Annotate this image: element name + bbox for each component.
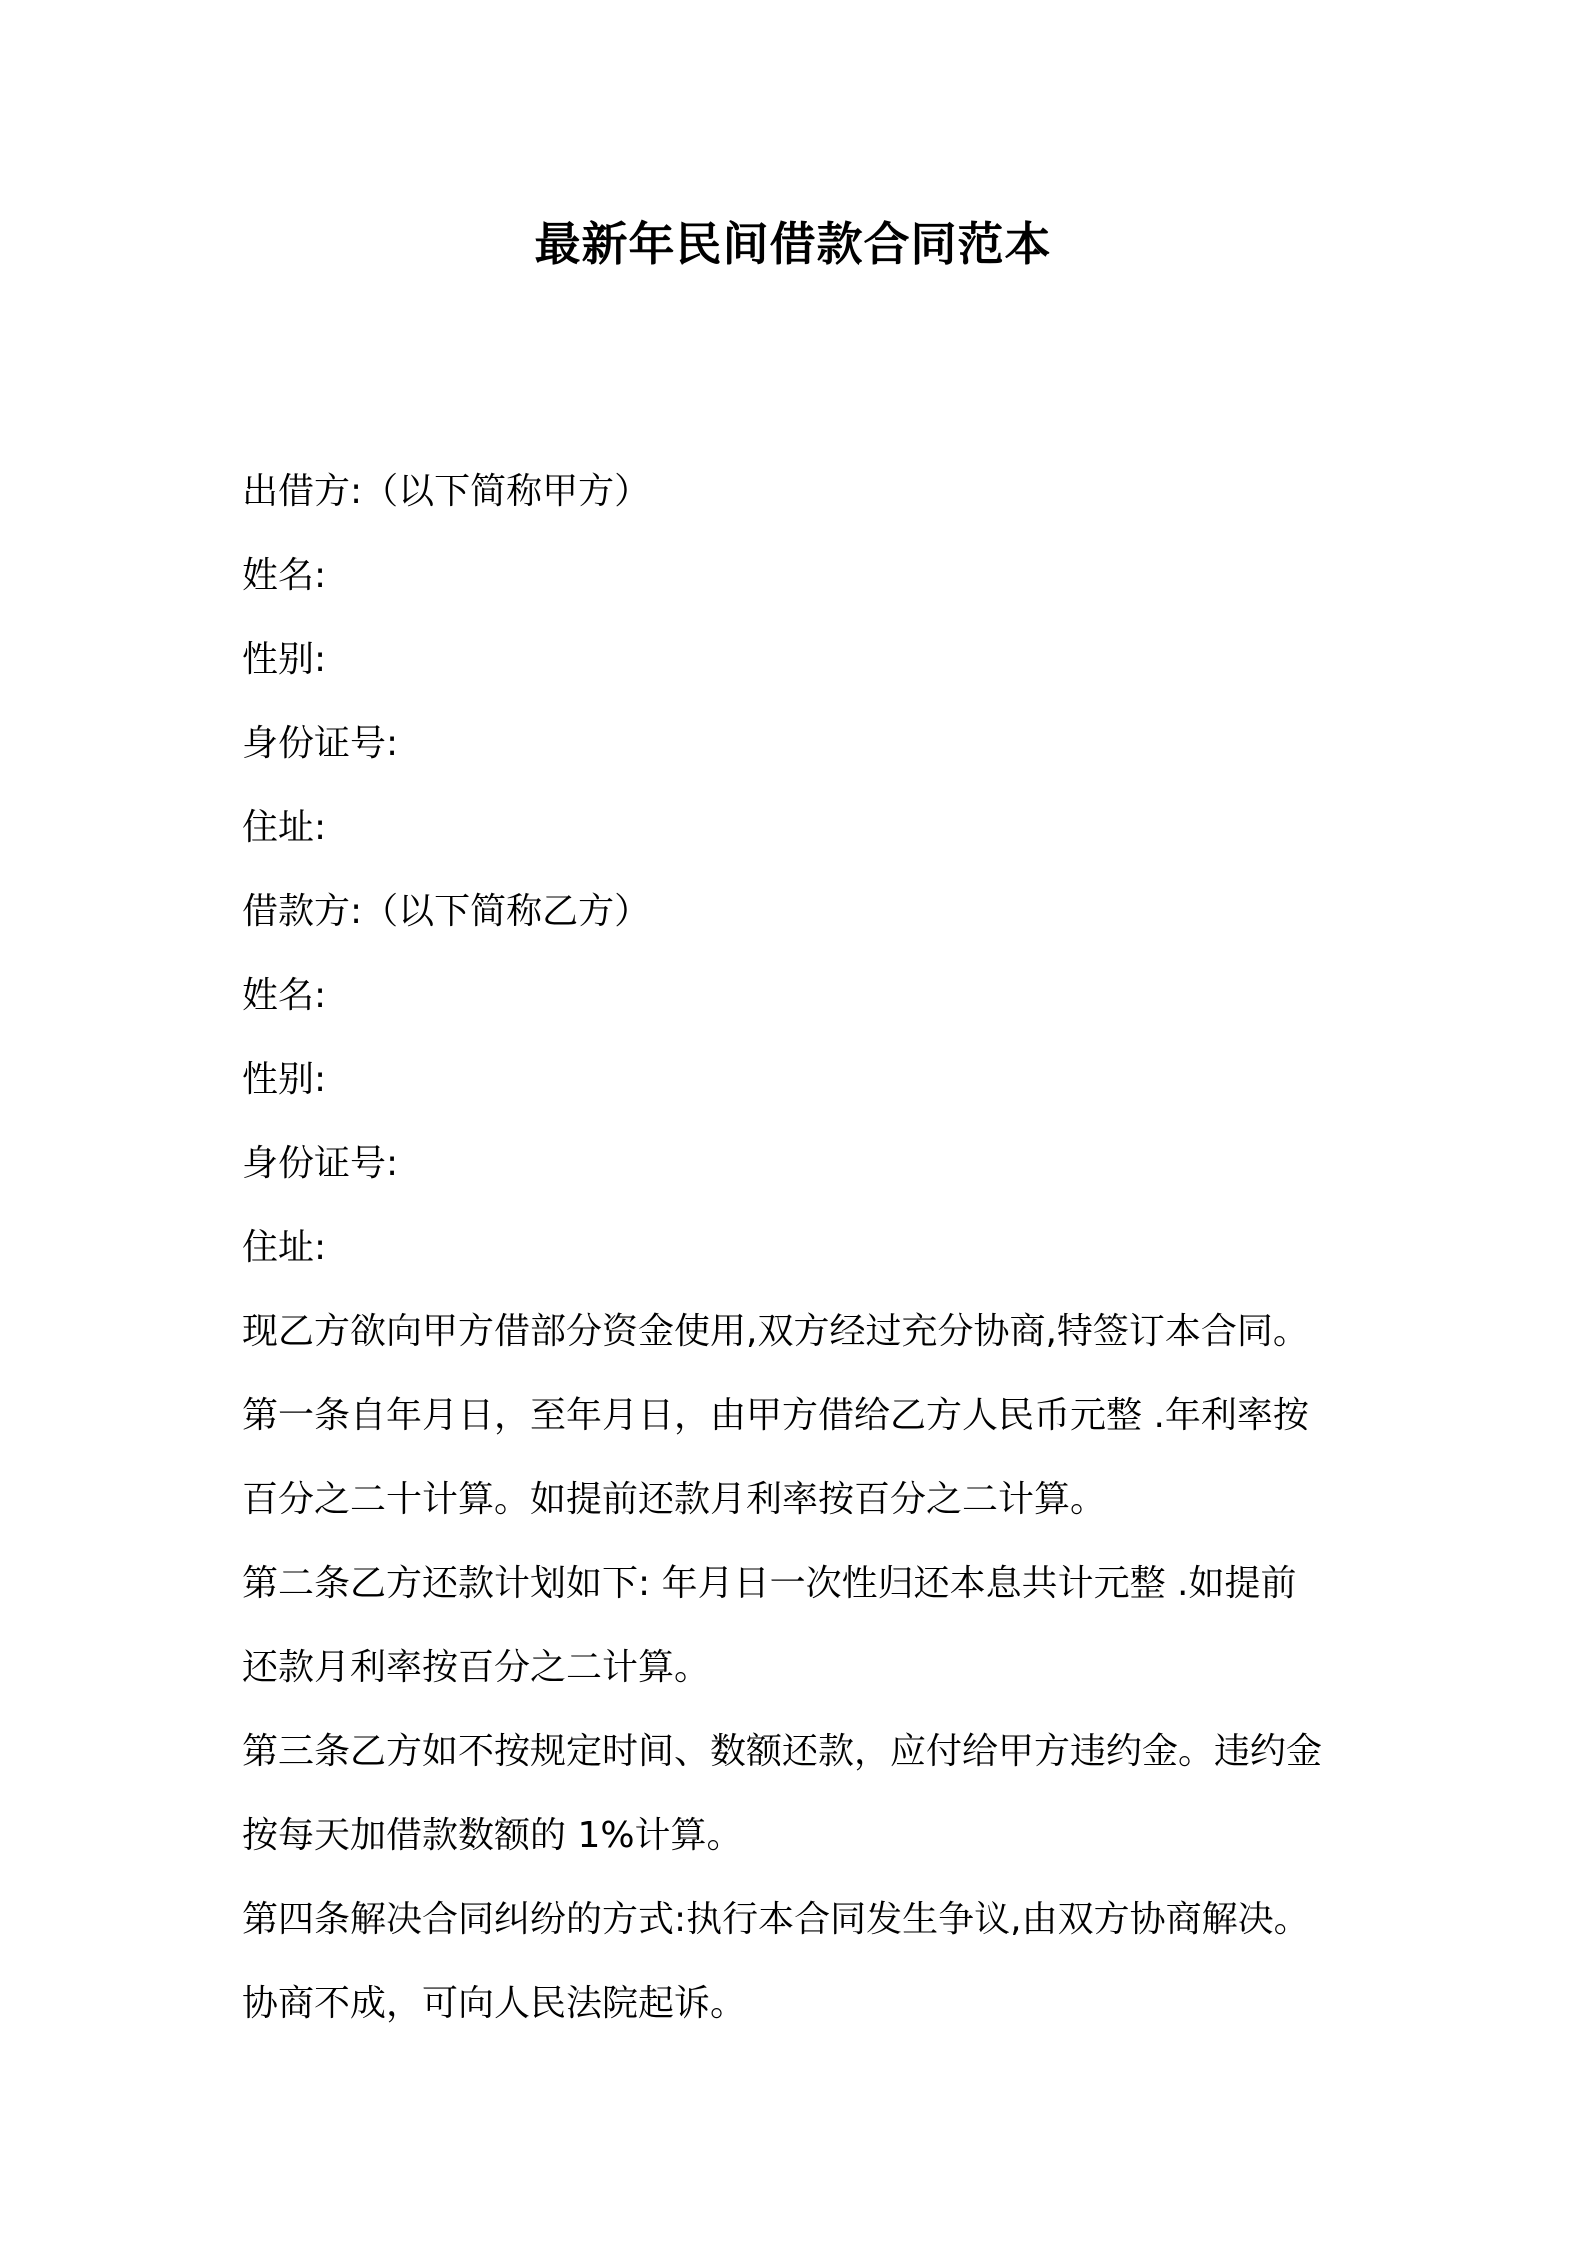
clause-2-line-2: 还款月利率按百分之二计算。 bbox=[242, 1647, 711, 1688]
lender-address-label: 住址: bbox=[242, 807, 327, 848]
clause-1-line-2: 百分之二十计算。如提前还款月利率按百分之二计算。 bbox=[242, 1479, 1107, 1520]
lender-name-label: 姓名: bbox=[242, 555, 327, 596]
clause-1-line-1: 第一条自年月日，至年月日，由甲方借给乙方人民币元整 .年利率按 bbox=[242, 1395, 1309, 1436]
document-title: 最新年民间借款合同范本 bbox=[534, 217, 1052, 271]
borrower-gender-label: 性别: bbox=[242, 1059, 327, 1100]
clause-4-line-1: 第四条解决合同纠纷的方式:执行本合同发生争议,由双方协商解决。 bbox=[242, 1899, 1310, 1940]
document-body bbox=[242, 450, 1362, 2046]
clause-3-line-1: 第三条乙方如不按规定时间、数额还款，应付给甲方违约金。违约金 bbox=[242, 1731, 1323, 1772]
clause-4-line-2: 协商不成，可向人民法院起诉。 bbox=[242, 1983, 747, 2024]
lender-gender-label: 性别: bbox=[242, 639, 327, 680]
preamble: 现乙方欲向甲方借部分资金使用,双方经过充分协商,特签订本合同。 bbox=[242, 1311, 1309, 1352]
lender-id-label: 身份证号: bbox=[242, 723, 399, 764]
clause-2-line-1: 第二条乙方还款计划如下: 年月日一次性归还本息共计元整 .如提前 bbox=[242, 1563, 1297, 1604]
lender-heading: 出借方:（以下简称甲方） bbox=[242, 471, 651, 512]
borrower-heading: 借款方:（以下简称乙方） bbox=[242, 891, 651, 932]
clause-3-line-2: 按每天加借款数额的 1%计算。 bbox=[242, 1815, 743, 1856]
borrower-name-label: 姓名: bbox=[242, 975, 327, 1016]
borrower-id-label: 身份证号: bbox=[242, 1143, 399, 1184]
borrower-address-label: 住址: bbox=[242, 1227, 327, 1268]
